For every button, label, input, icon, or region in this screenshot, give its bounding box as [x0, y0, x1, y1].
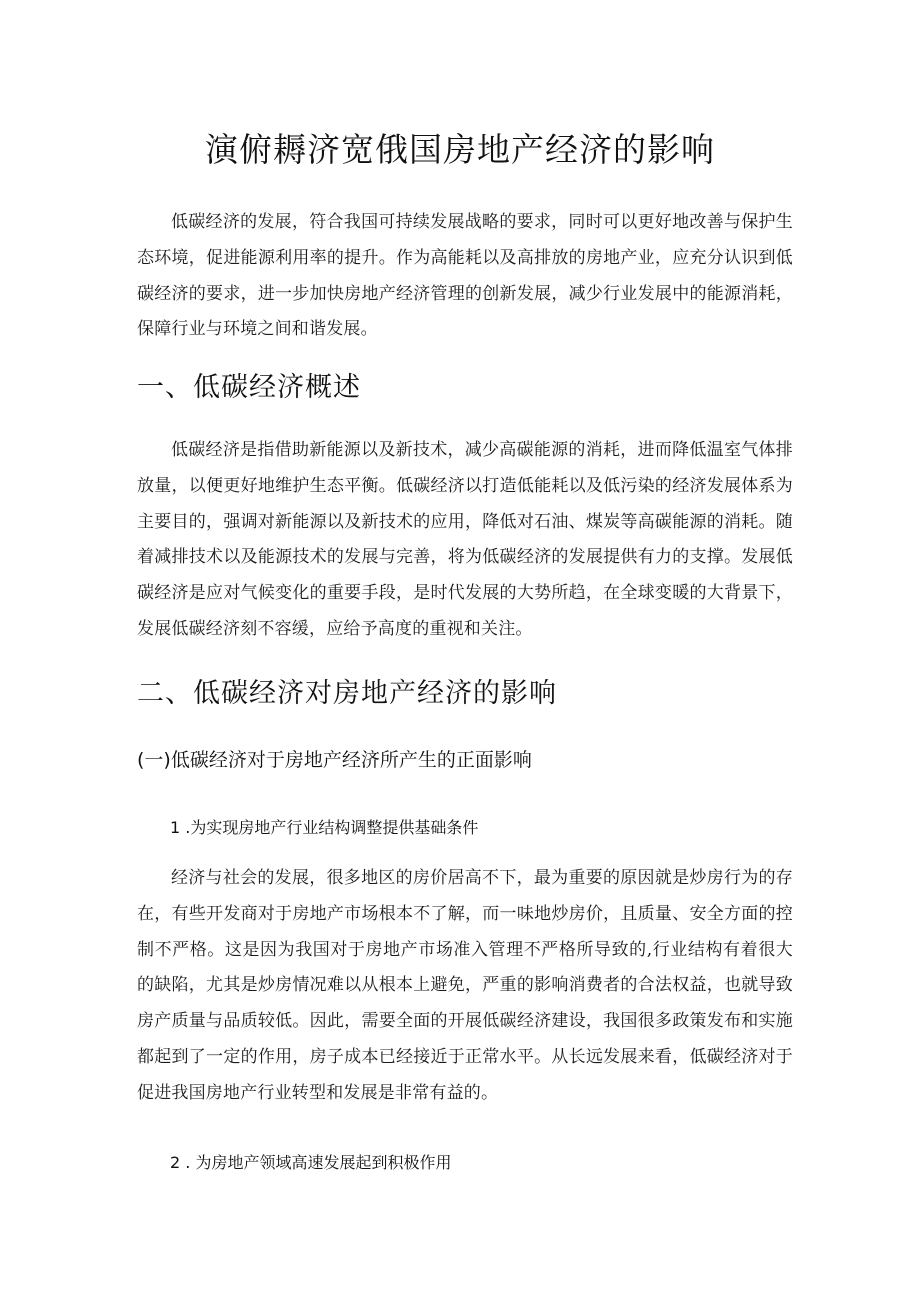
item-2-heading: 2 . 为房地产领域高速发展起到积极作用 [170, 1153, 452, 1172]
item-1-heading: 1 .为实现房地产行业结构调整提供基础条件 [170, 818, 479, 837]
subsection-2-1-heading: (一)低碳经济对于房地产经济所产生的正面影响 [137, 749, 532, 771]
document-title: 演俯耨济宽俄国房地产经济的影响 [205, 130, 715, 169]
section-1-paragraph: 低碳经济是指借助新能源以及新技术，减少高碳能源的消耗，进而降低温室气体排放量，以便更好地维护生态平衡。低碳经济以打造低能耗以及低污染的经济发展体系为主要目的，强调对新能源以及新技术的应用，降低对石油、煤炭等高碳能源的消耗。随着减排技术以及能源技术的发展与完善，将为低碳经济的发展提供有力的支撑。发展低碳经济是应对气候变化的重要手段，是时代发展的大势所趋，在全球变暖的大背景下，发展低碳经济刻不容缓，应给予高度的重视和关注。 [137, 440, 793, 639]
section-2-heading: 二、低碳经济对房地产经济的影响 [137, 678, 557, 709]
intro-paragraph: 低碳经济的发展，符合我国可持续发展战略的要求，同时可以更好地改善与保护生态环境，促进能源利用率的提升。作为高能耗以及高排放的房地产业，应充分认识到低碳经济的要求，进一步加快房地产经济管理的创新发展，减少行业发展中的能源消耗，保障行业与环境之间和谐发展。 [137, 212, 793, 340]
section-1-heading: 一、低碳经济概述 [137, 372, 361, 403]
item-1-paragraph: 经济与社会的发展，很多地区的房价居高不下，最为重要的原因就是炒房行为的存在，有些开发商对于房地产市场根本不了解，而一味地炒房价，且质量、安全方面的控制不严格。这是因为我国对于房地产市场准入管理不严格所导致的,行业结构有着很大的缺陷，尤其是炒房情况难以从根本上避免，严重的影响消费者的合法权益，也就导致房产质量与品质较低。因此，需要全面的开展低碳经济建设，我国很多政策发布和实施都起到了一定的作用，房子成本已经接近于正常水平。从长远发展来看，低碳经济对于促进我国房地产行业转型和发展是非常有益的。 [137, 868, 793, 1103]
